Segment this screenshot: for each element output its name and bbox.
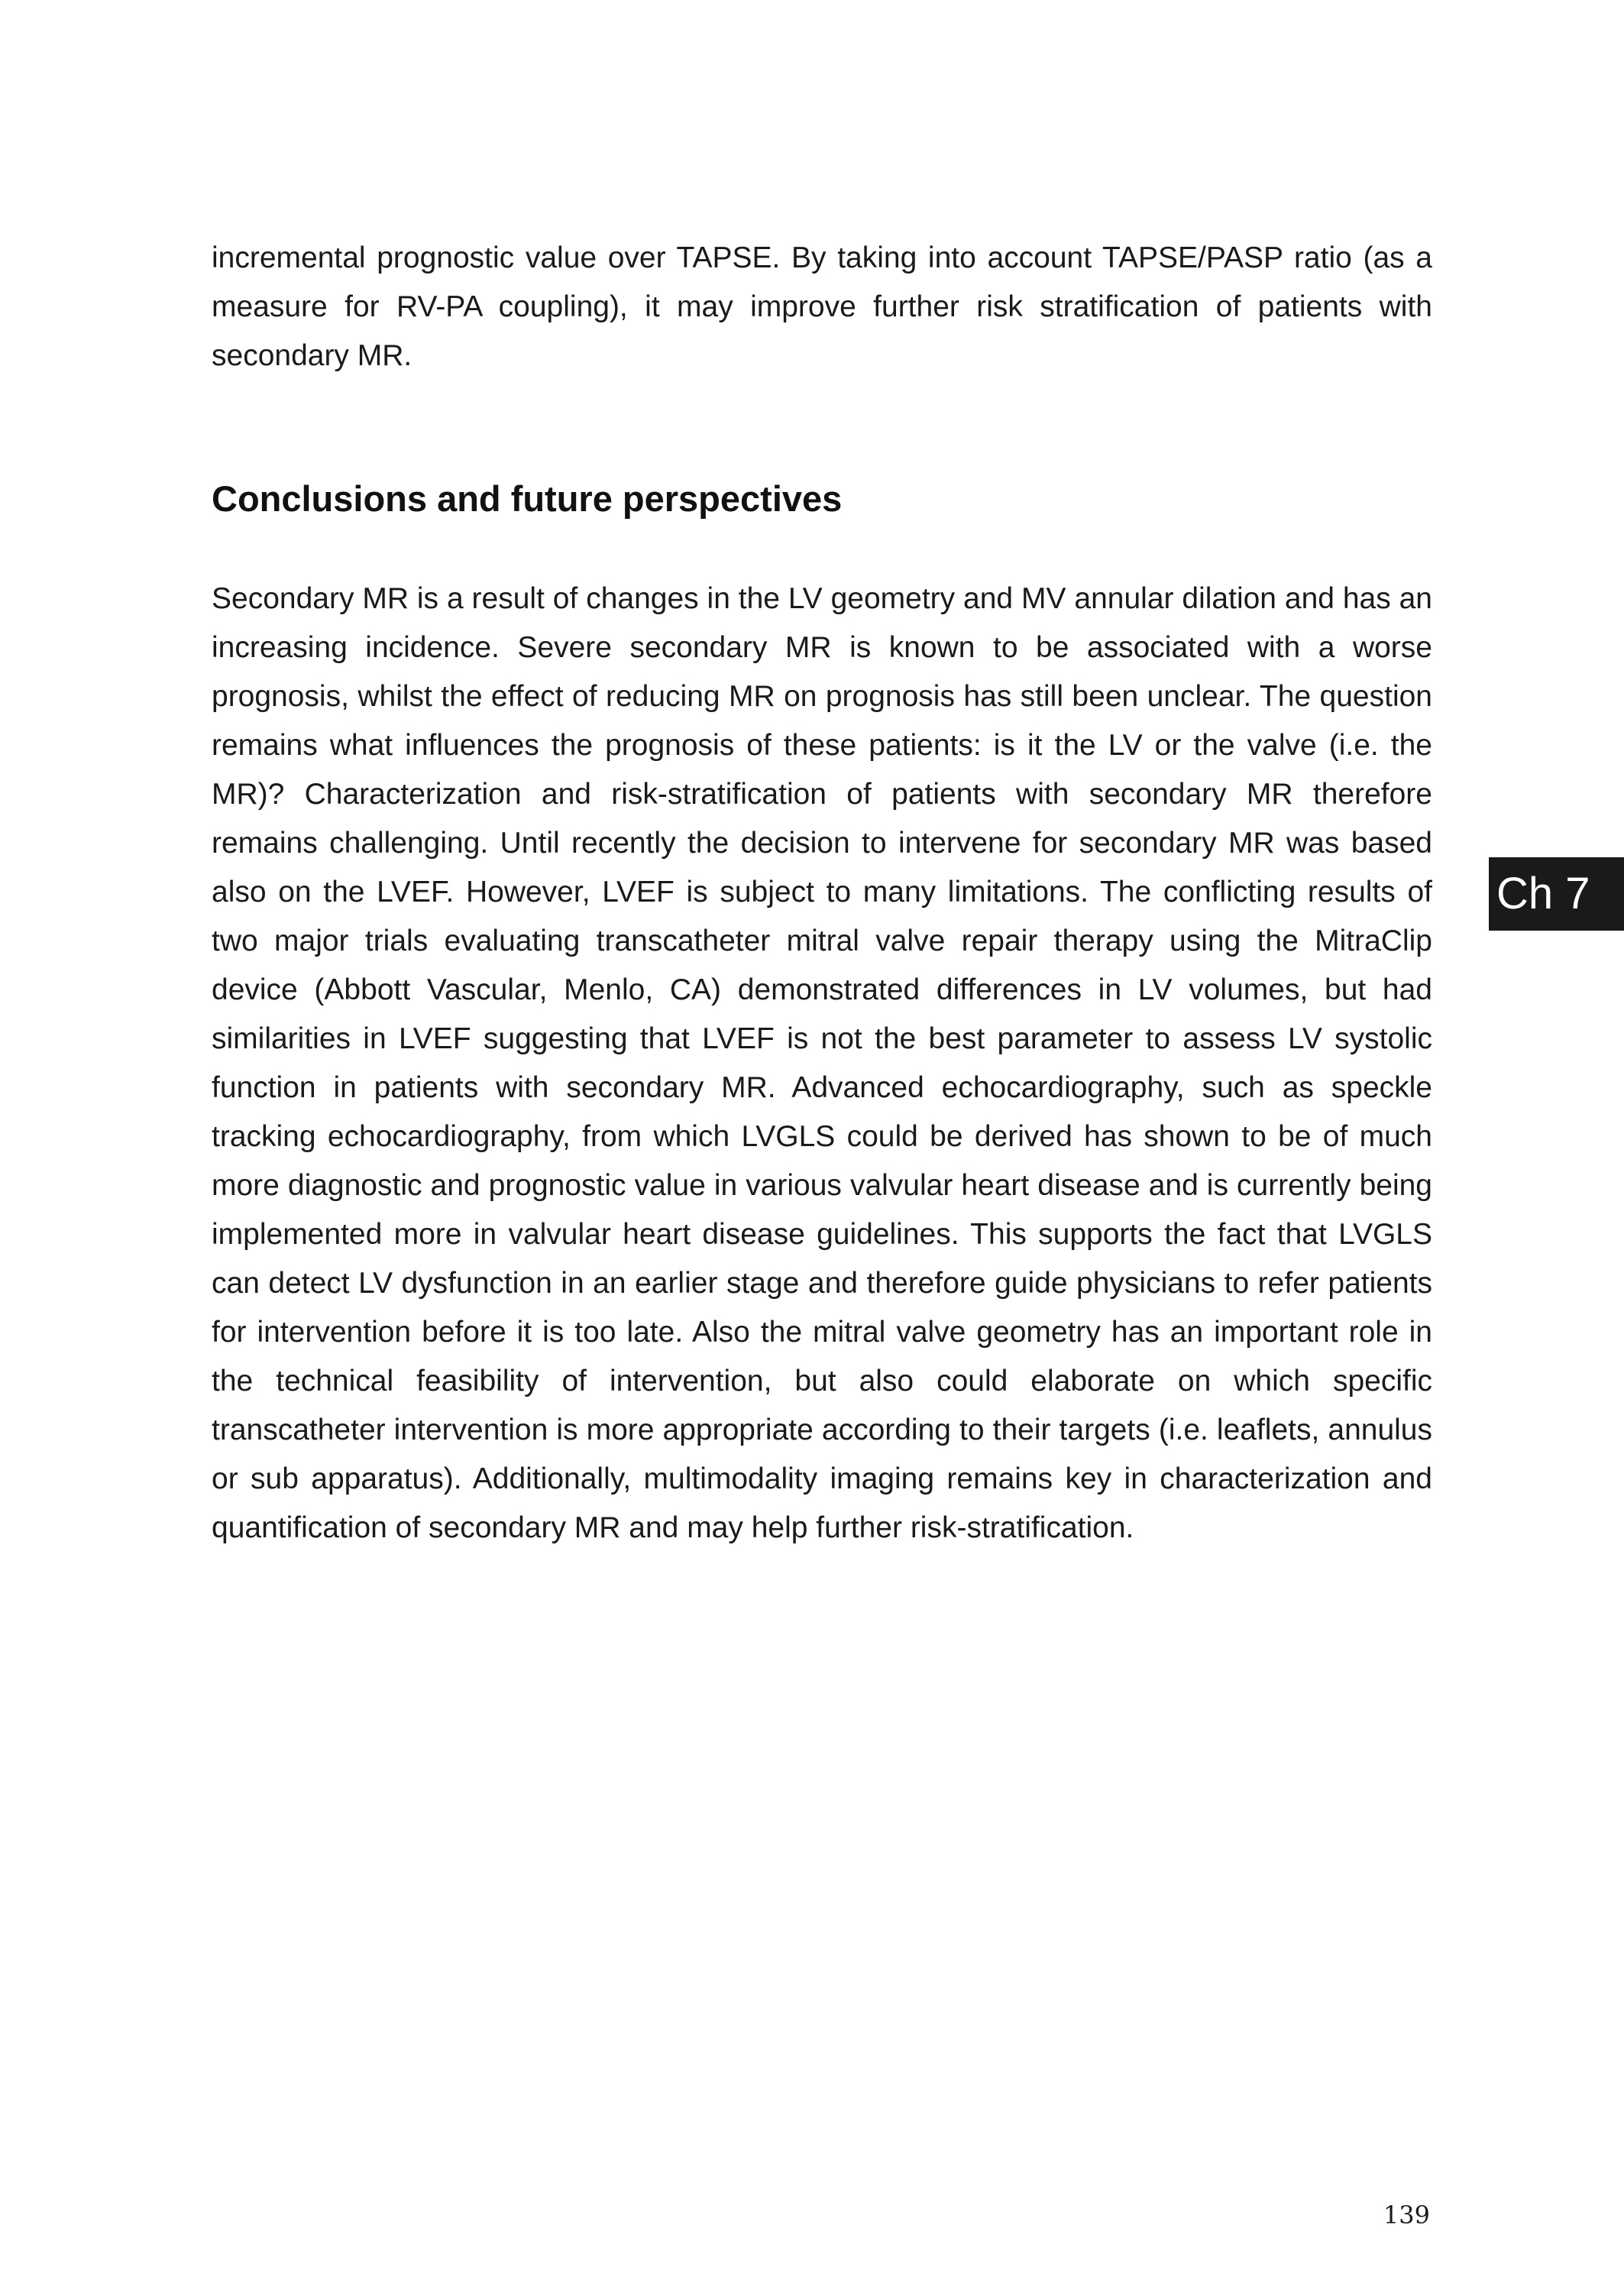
conclusion-paragraph: Secondary MR is a result of changes in the LV geometry and MV annular dilation and has an increasing incidence. Severe secondary MR is known to be associated with a worse prognosis, whilst the effect of reducing MR on prognosis has still been unclear. The question remains what influences the prognosis of these patients: is it the LV or the valve (i.e. the MR)? Characterization and risk-stratification of patients with secondary MR therefore remains challenging. Until recently the decision to intervene for secondary MR was based also on the LVEF. However, LVEF is subject to many limitations. The conflicting results of two major trials evaluating transcatheter mitral valve repair therapy using the MitraClip device (Abbott Vascular, Menlo, CA) demonstrated differences in LV volumes, but had similarities in LVEF suggesting that LVEF is not the best parameter to assess LV systolic function in patients with secondary MR. Advanced echocardiography, such as speckle tracking echocardiography, from which LVGLS could be derived has shown to be of much more diagnostic and prognostic value in various valvular heart disease and is currently being implemented more in valvular heart disease guidelines. This supports the fact that LVGLS can detect LV dysfunction in an earlier stage and therefore guide physicians to refer patients for intervention before it is too late. Also the mitral valve geometry has an important role in the technical feasibility of intervention, but also could elaborate on which specific transcatheter intervention is more appropriate according to their targets (i.e. leaflets, annulus or sub apparatus). Additionally, multimodality imaging remains key in characterization and quantification of secondary MR and may help further risk-stratification. bbox=[212, 582, 1432, 1544]
chapter-tab: Ch 7 bbox=[1489, 857, 1624, 931]
intro-paragraph: incremental prognostic value over TAPSE. By taking into account TAPSE/PASP ratio (as a measure for RV-PA coupling), it may improve further risk stratification of patients with secondary MR. bbox=[212, 241, 1432, 372]
page-number: 139 bbox=[1383, 2201, 1430, 2230]
section-heading: Conclusions and future perspectives bbox=[212, 478, 843, 519]
